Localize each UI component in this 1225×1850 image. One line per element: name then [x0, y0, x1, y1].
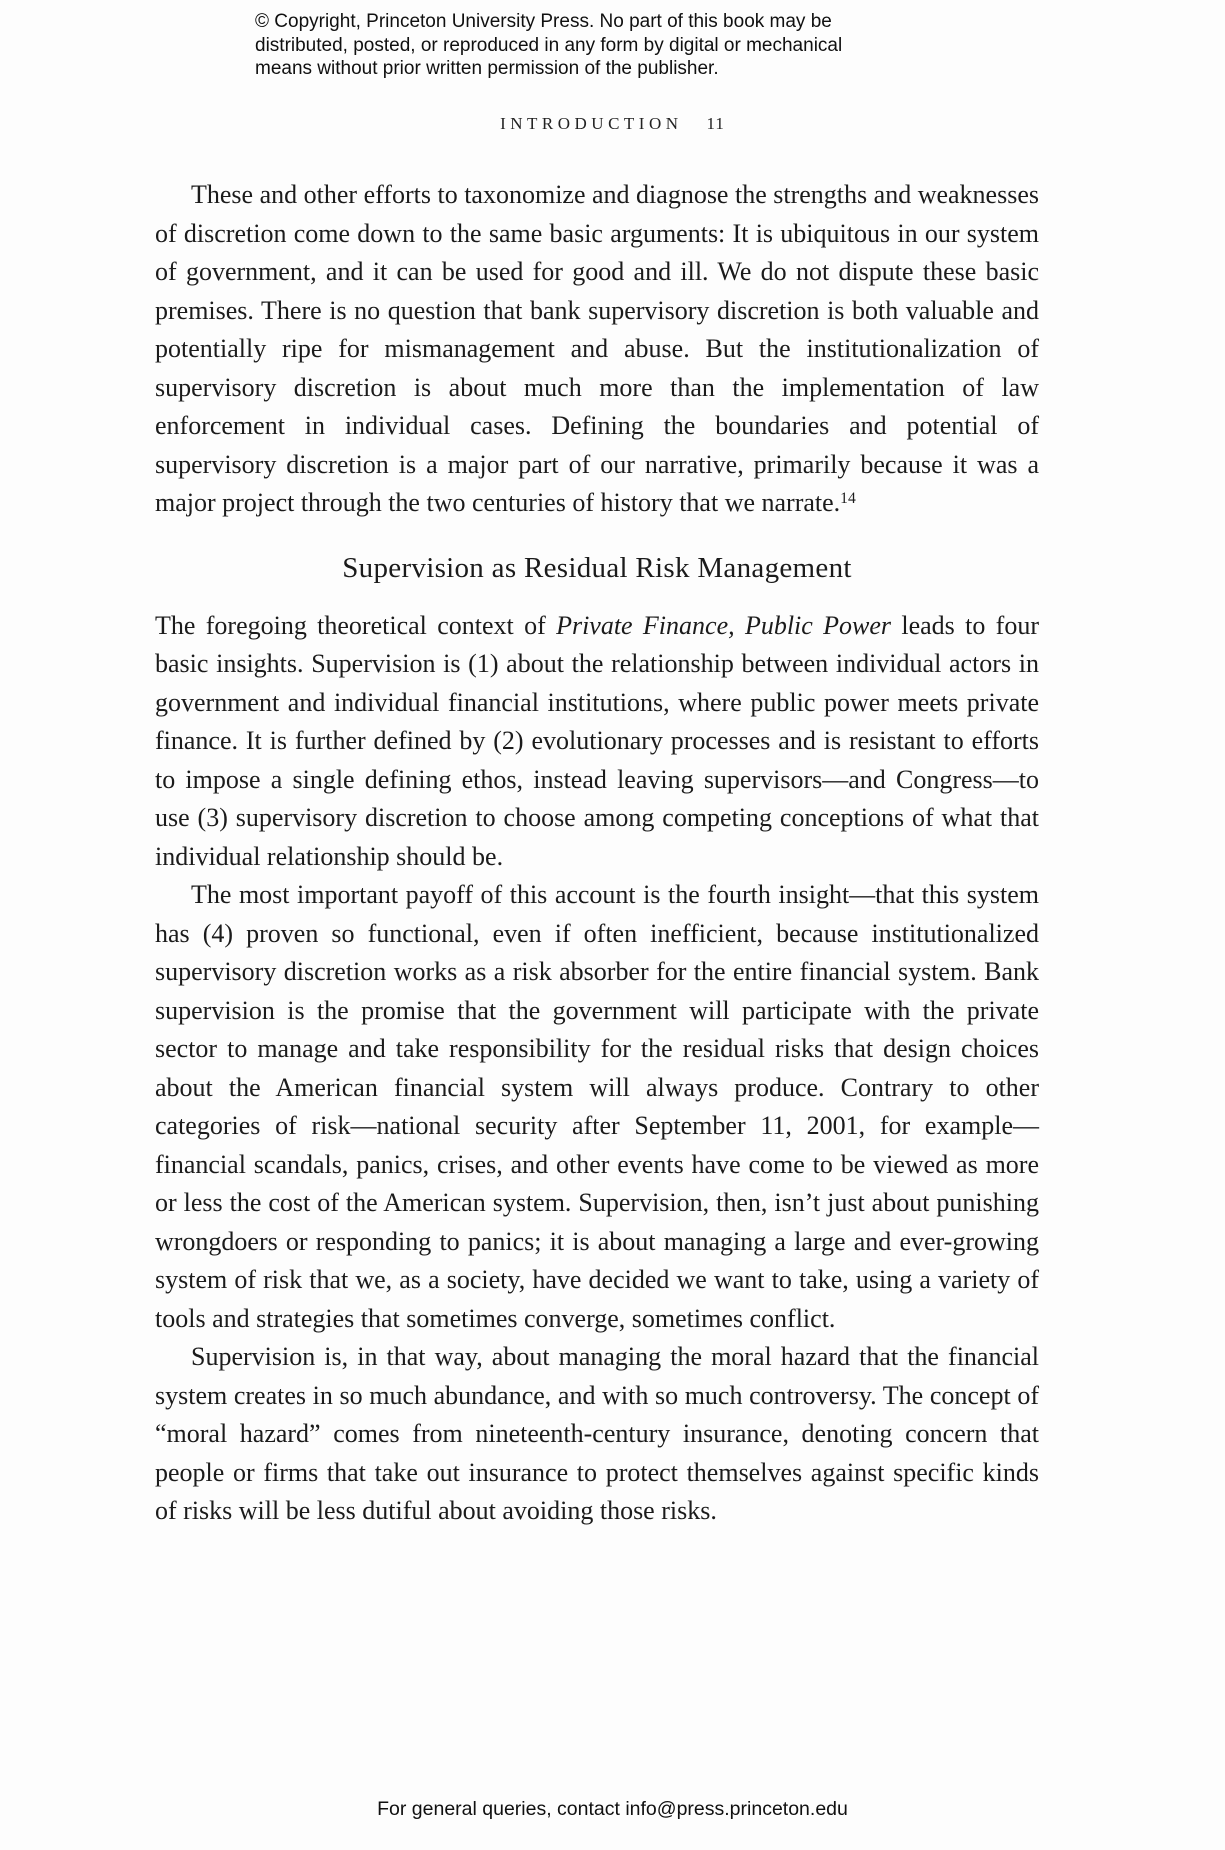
- footnote-reference: 14: [840, 490, 856, 508]
- body-paragraph: The foregoing theoretical context of Private Finance, Public Power leads to four basic insights. Supervision is (1) about the relationship between individual actors in government and individual financial institutions, where public power meets private finance. It is further defined by (2) evolutionary processes and is resistant to efforts to impose a single defining ethos, instead leaving supervisors—and Congress—to use (3) supervisory discretion to choose among competing conceptions of what that individual relationship should be.: [155, 610, 1039, 871]
- section-heading: Supervision as Residual Risk Management: [342, 551, 852, 584]
- body-paragraph: Supervision is, in that way, about managing the moral hazard that the financial system creates in so much abundance, and with so much controversy. The concept of “moral hazard” comes from nineteenth-century insurance, denoting concern that people or firms that take out insurance to protect themselves against specific kinds of risks will be less dutiful about avoiding those risks.: [155, 1342, 1039, 1525]
- copyright-notice-line: © Copyright, Princeton University Press. No part of this book may be: [255, 11, 832, 32]
- copyright-notice: [255, 10, 842, 81]
- copyright-notice-line: means without prior written permission of the publisher.: [255, 58, 719, 79]
- book-title-italic: Private Finance, Public Power: [556, 610, 892, 640]
- running-header-title: INTRODUCTION: [500, 114, 683, 133]
- body-paragraph: These and other efforts to taxonomize and diagnose the strengths and weaknesses of discretion come down to the same basic arguments: It is ubiquitous in our system of government, and it can be used for good and ill. We do not dispute these basic premises. There is no question that bank supervisory discretion is both valuable and potentially ripe for mismanagement and abuse. But the institutionalization of supervisory discretion is about much more than the implementation of law enforcement in individual cases. Defining the boundaries and potential of supervisory discretion is a major part of our narrative, primarily because it was a major project through the two centuries of history that we narrate.$^{14}$: [155, 180, 1039, 517]
- footer-contact: For general queries, contact info@press.princeton.edu: [377, 1798, 848, 1820]
- copyright-notice-line: distributed, posted, or reproduced in any form by digital or mechanical: [255, 34, 843, 56]
- body-content: [155, 176, 1039, 1531]
- body-paragraph: The most important payoff of this account is the fourth insight—that this system has (4) proven so functional, even if often inefficient, because institutionalized supervisory discretion works as a risk absorber for the entire financial system. Bank supervision is the promise that the government will participate with the private sector to manage and take responsibility for the residual risks that design choices about the American financial system will always produce. Contrary to other categories of risk—national security after September 11, 2001, for example—financial scandals, panics, crises, and other events have come to be viewed as more or less the cost of the American system. Supervision, then, isn’t just about punishing wrongdoers or responding to panics; it is about managing a large and ever-growing system of risk that we, as a society, have decided we want to take, using a variety of tools and strategies that sometimes converge, sometimes conflict.: [155, 880, 1039, 1333]
- page-number: 11: [706, 114, 725, 133]
- running-header: [0, 114, 1225, 134]
